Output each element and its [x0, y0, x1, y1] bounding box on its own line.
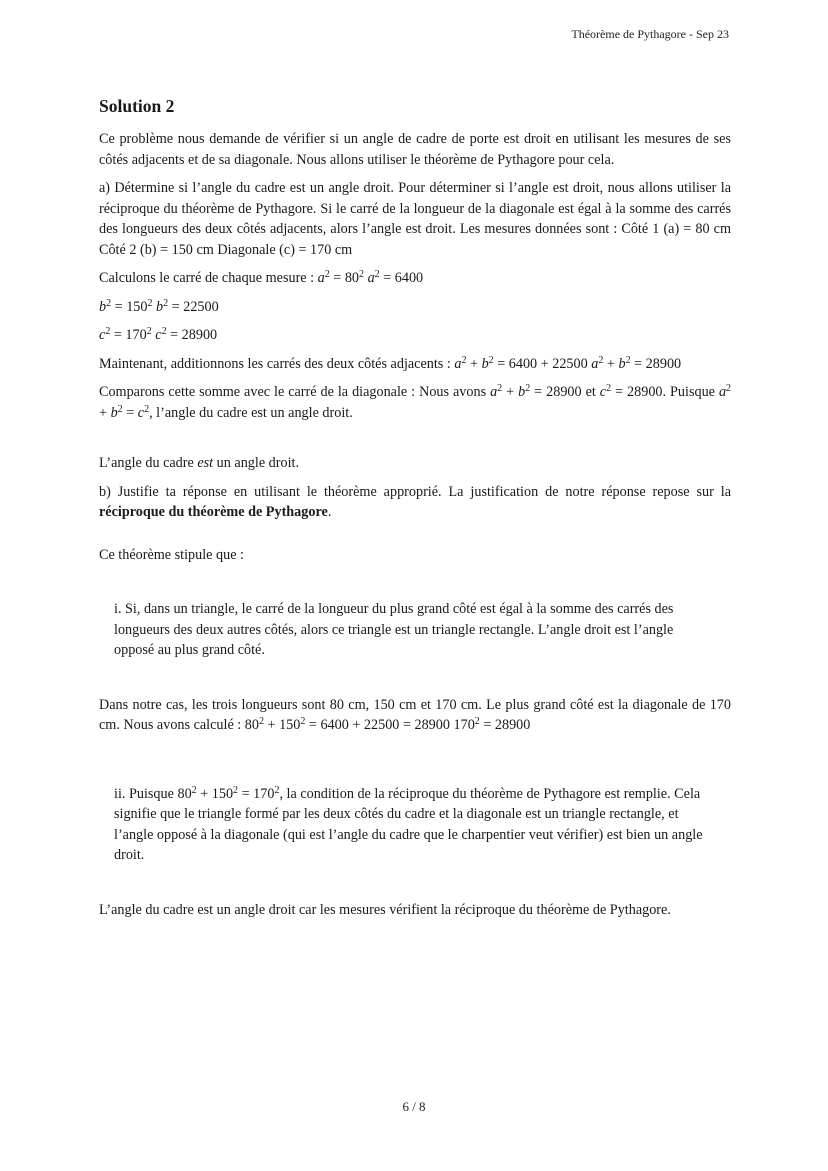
case-paragraph: Dans notre cas, les trois longueurs sont 80 cm, 150 cm et 170 cm. Le plus grand côté est la diagonale de 170 cm. Nous avons calculé : $80^2 + 150^2 = 6400 + 22500 = 28900$ $170^2 = 28900$ [99, 696, 731, 733]
document-body [99, 95, 731, 928]
page-number: 6 / 8 [402, 1099, 426, 1114]
calc-intro: Calculons le carré de chaque mesure : [99, 270, 315, 286]
part-a-paragraph [99, 178, 731, 260]
theorem-name-bold: réciproque du théorème de Pythagore [99, 504, 328, 520]
theorem-intro: Ce théorème stipule que : [99, 546, 244, 563]
conclusion-a: L’angle du cadre est un angle droit. [99, 455, 300, 471]
part-b-paragraph: b) Justifie ta réponse en utilisant le théorème approprié. La justification de notre réponse repose sur la réciproque du théorème de Pythagore. [99, 483, 731, 520]
eq-a-square: $a^2 = 80^2$ $a^2 = 6400$ [317, 269, 424, 286]
theorem-item-ii: ii. Puisque $80^2 + 150^2 = 170^2$, la condition de la réciproque du théorème de Pythagore est remplie. Cela signifie que le triangle formé par les deux côtés du cadre et la diagonale est un triangle rectangle, et l’angle opposé à la diagonale (qui est l’angle du cadre que le charpentier veut vérifier) est bien un angle droit. [114, 784, 703, 863]
calc-b-line: $b^2 = 150^2$ $b^2 = 22500$ [99, 297, 219, 315]
final-conclusion: L’angle du cadre est un angle droit car les mesures vérifient la réciproque du théorème de Pythagore. [99, 901, 671, 918]
intro-paragraph: Ce problème nous demande de vérifier si un angle de cadre de porte est droit en utilisant les mesures de ses côtés adjacents et de sa diagonale. Nous allons utiliser le théorème de Pythagore pour cela. [99, 131, 731, 168]
sum-paragraph: Maintenant, additionnons les carrés des deux côtés adjacents : $a^2 + b^2 = 6400 + 22500$ $a^2 + b^2 = 28900$ [99, 354, 682, 372]
part-a-text: a) Détermine si l’angle du cadre est un angle droit. Pour déterminer si l’angle est droit, nous allons utiliser la réciproque du théorème de Pythagore. Si le carré de la longueur de la diagonale est égal à la somme des carrés des longueurs des deux côtés adjacents, alors l’angle est droit. Les mesures données sont : Côté 1 (a) = 80 cm Côté 2 (b) = 150 cm Diagonale (c) = 170 cm [99, 180, 731, 258]
running-header: Théorème de Pythagore - Sep 23 [571, 27, 729, 41]
solution-title: Solution 2 [99, 96, 175, 116]
calc-a-line [99, 268, 731, 289]
compare-paragraph: Comparons cette somme avec le carré de la diagonale : Nous avons $a^2 + b^2 = 28900$ et $c^2 = 28900$. Puisque $a^2 + b^2 = c^2$, l’angle du cadre est un angle droit. [99, 383, 732, 421]
calc-c-line: $c^2 = 170^2$ $c^2 = 28900$ [99, 326, 218, 343]
theorem-item-i: i. Si, dans un triangle, le carré de la longueur du plus grand côté est égal à la somme des carrés des longueurs des deux autres côtés, alors ce triangle est un triangle rectangle. L’angle droit est l’angle opposé au plus grand côté. [114, 601, 674, 658]
